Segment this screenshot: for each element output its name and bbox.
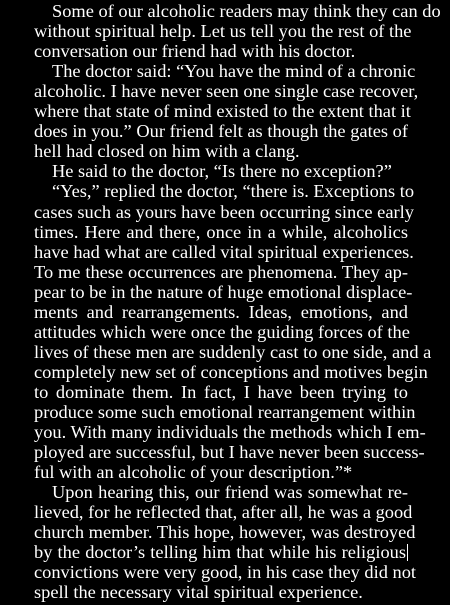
text-line: you. With many individuals the methods which I em-: [34, 422, 426, 443]
text-line: to dominate them. In fact, I have been trying to: [34, 381, 408, 402]
text-line: convictions were very good, in his case they did not: [34, 562, 417, 583]
text-line: conversation our friend had with his doctor.: [34, 41, 356, 62]
text-line: Some of our alcoholic readers may think they can do: [52, 1, 441, 21]
text-line-with-cursor[interactable]: [34, 542, 408, 563]
text-line: The doctor said: “You have the mind of a chronic: [52, 61, 416, 82]
text-line: ployed are successful, but I have never been success-: [34, 442, 425, 463]
text-line: ful with an alcoholic of your description.”*: [34, 462, 353, 483]
text-line: cases such as yours have been occurring since early: [34, 201, 414, 222]
text-line: “Yes,” replied the doctor, “there is. Exceptions to: [52, 181, 415, 202]
text-line: Upon hearing this, our friend was somewhat re-: [52, 482, 408, 503]
text-line: To me these occurrences are phenomena. They ap-: [34, 261, 408, 282]
text-line: without spiritual help. Let us tell you the rest of the: [34, 21, 412, 42]
text-line: pear to be in the nature of huge emotional displace-: [34, 281, 413, 302]
text-line: lieved, for he reflected that, after all, he was a good: [34, 502, 413, 523]
text-line: attitudes which were once the guiding forces of the: [34, 321, 410, 342]
text-cursor: [407, 544, 408, 561]
text-line: He said to the doctor, “Is there no exception?”: [52, 161, 392, 182]
text-line: spell the necessary vital spiritual experience.: [34, 582, 363, 603]
text-line: ments and rearrangements. Ideas, emotions, and: [34, 301, 408, 322]
text-line: church member. This hope, however, was destroyed: [34, 522, 416, 543]
text-line: lives of these men are suddenly cast to one side, and a: [34, 341, 432, 362]
text-line: have had what are called vital spiritual experiences.: [34, 241, 414, 262]
text-line: produce some such emotional rearrangement within: [34, 402, 416, 422]
text-line-content: by the doctor’s telling him that while his religious: [34, 542, 406, 563]
text-line: where that state of mind existed to the extent that it: [34, 101, 411, 122]
text-line: alcoholic. I have never seen one single case recover,: [34, 81, 419, 102]
text-line: hell had closed on him with a clang.: [34, 141, 300, 162]
text-line: does in you.” Our friend felt as though the gates of: [34, 121, 408, 142]
text-line: completely new set of conceptions and motives begin: [34, 361, 428, 382]
text-line: times. Here and there, once in a while, alcoholics: [34, 221, 408, 242]
